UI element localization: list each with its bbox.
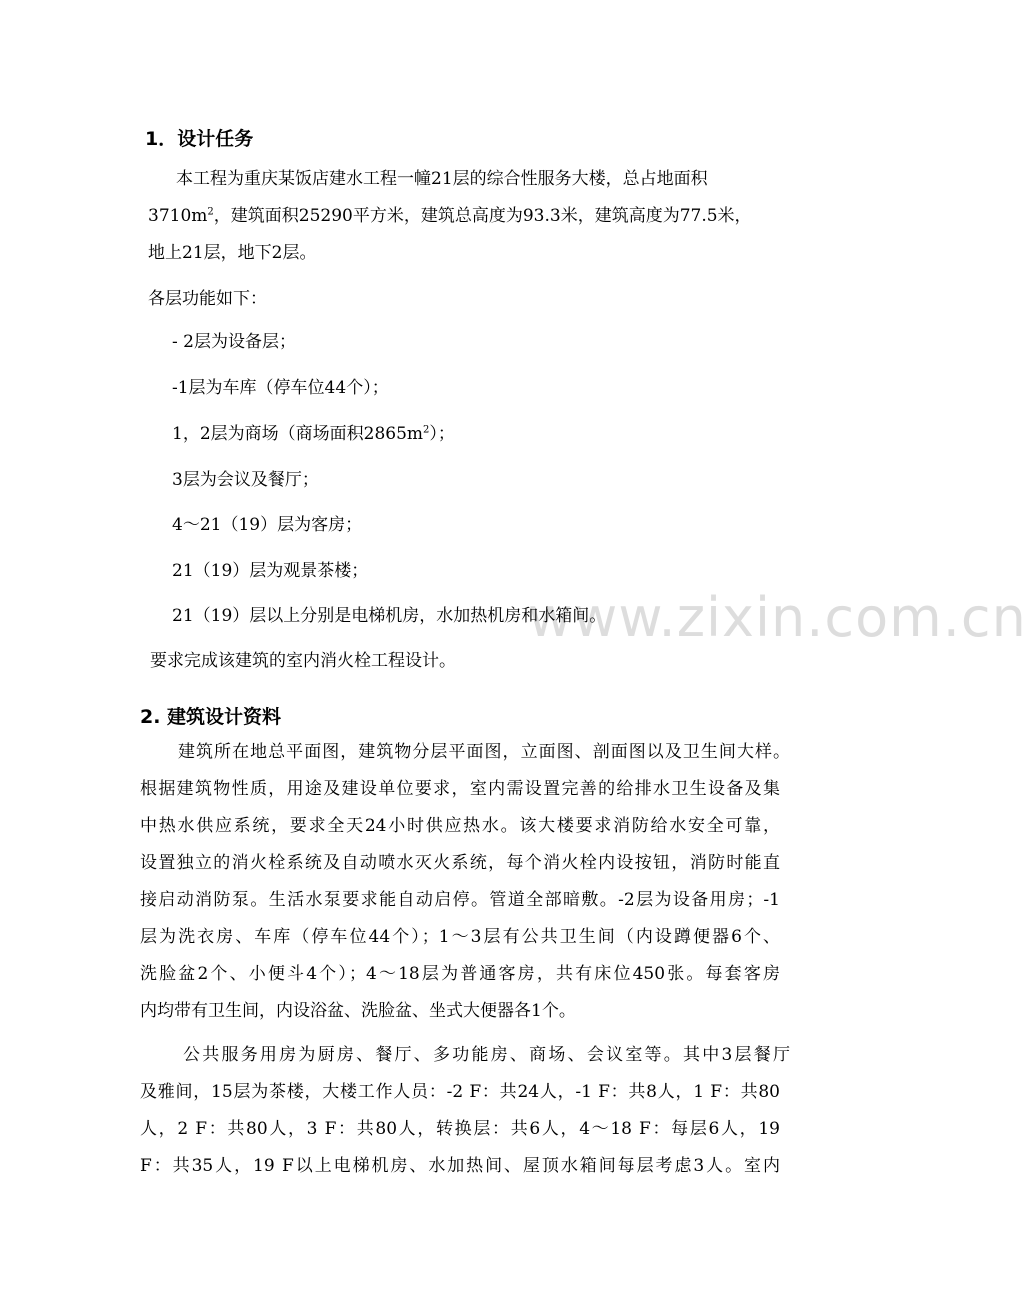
s2-para1-line: 内均带有卫生间，内设浴盆、洗脸盆、坐式大便器各1个。 xyxy=(140,1001,576,1021)
s2-para1-line: 洗脸盆2个、小便斗4个）；4～18层为普通客房，共有床位450张。每套客房 xyxy=(140,964,780,984)
section-1-heading: 1．设计任务 xyxy=(145,128,254,150)
superscript-2: 2 xyxy=(207,206,214,218)
s2-para2-line: 公共服务用房为厨房、餐厅、多功能房、商场、会议室等。其中3层餐厅 xyxy=(183,1045,790,1065)
floor-item xyxy=(172,423,455,445)
section-2-heading: 2. 建筑设计资料 xyxy=(140,706,282,728)
functions-intro: 各层功能如下： xyxy=(148,289,267,309)
floor-item-text: 1，2层为商场（商场面积2865m xyxy=(172,424,424,444)
s2-para1-line: 根据建筑物性质，用途及建设单位要求，室内需设置完善的给排水卫生设备及集 xyxy=(140,779,780,799)
s2-para1-line: 中热水供应系统，要求全天24小时供应热水。该大楼要求消防给水安全可靠， xyxy=(140,816,780,836)
floor-item: 21（19）层以上分别是电梯机房，水加热机房和水箱间。 xyxy=(172,606,607,626)
s1-para-line-1: 本工程为重庆某饭店建水工程一幢21层的综合性服务大楼，总占地面积 xyxy=(176,169,708,189)
area-value: 3710m xyxy=(148,206,208,226)
s2-para2-line: F：共35人，19 F以上电梯机房、水加热间、屋顶水箱间每层考虑3人。室内 xyxy=(140,1156,780,1176)
s2-para2-line: 及雅间，15层为茶楼，大楼工作人员：-2 F：共24人，-1 F：共8人，1 F：共80 xyxy=(140,1082,780,1102)
superscript-2: 2 xyxy=(423,424,430,436)
floor-item-suffix: ）； xyxy=(429,424,455,444)
s2-para1-line: 层为洗衣房、车库（停车位44个）；1～3层有公共卫生间（内设蹲便器6个、 xyxy=(140,927,781,947)
floor-item: 3层为会议及餐厅； xyxy=(172,470,319,490)
requirement-text: 要求完成该建筑的室内消火栓工程设计。 xyxy=(150,651,456,671)
s2-para2-line: 人，2 F：共80人，3 F：共80人，转换层：共6人，4～18 F：每层6人，19 xyxy=(140,1119,780,1139)
floor-item: - 2层为设备层； xyxy=(172,332,296,352)
s2-para1-line: 接启动消防泵。生活水泵要求能自动启停。管道全部暗敷。-2层为设备用房；-1 xyxy=(140,890,780,910)
floor-item: 4～21（19）层为客房； xyxy=(172,515,363,535)
s2-para1-line: 设置独立的消火栓系统及自动喷水灭火系统，每个消火栓内设按钮，消防时能直 xyxy=(140,853,780,873)
floor-item: 21（19）层为观景茶楼； xyxy=(172,561,369,581)
s1-para-line-2 xyxy=(148,205,752,227)
s1-para-line-3: 地上21层，地下2层。 xyxy=(148,243,317,263)
s2-para1-line: 建筑所在地总平面图，建筑物分层平面图，立面图、剖面图以及卫生间大样。 xyxy=(178,742,790,762)
area-rest: ，建筑面积25290平方米，建筑总高度为93.3米，建筑高度为77.5米， xyxy=(213,206,752,226)
watermark: www.zixin.com.cn xyxy=(528,586,1027,649)
floor-item: -1层为车库（停车位44个）； xyxy=(172,378,389,398)
